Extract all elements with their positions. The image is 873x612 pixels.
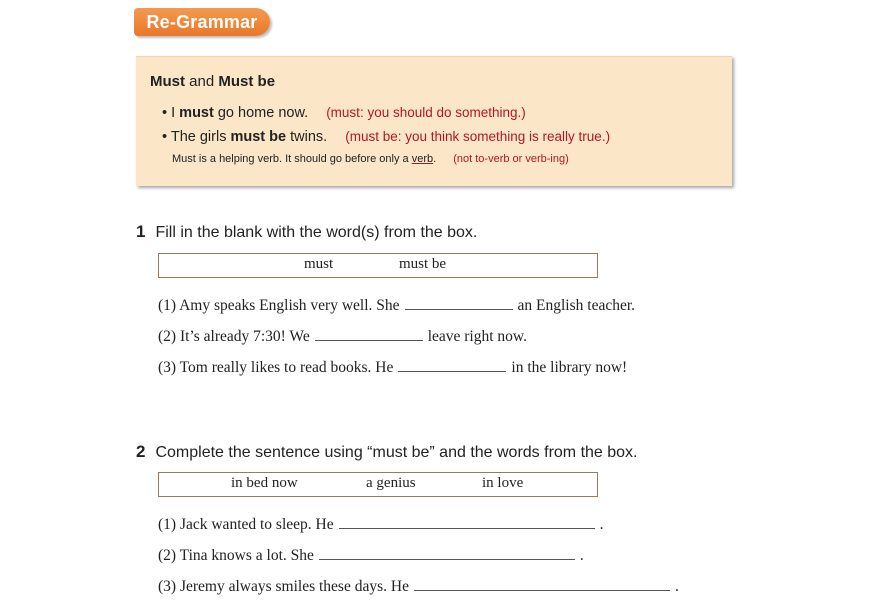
grammar-box <box>136 56 732 186</box>
grammar-example-2: • The girls must be twins. (must be: you think something is really true.) <box>162 129 611 145</box>
exercise-2-item-1: (1) Jack wanted to sleep. He . <box>158 516 604 533</box>
grammar-example-note: (must be: you think something is really true.) <box>345 129 611 144</box>
exercise-1-item-2: (2) It’s already 7:30! We leave right now. <box>158 328 527 345</box>
word-option: in bed now <box>231 475 298 491</box>
exercise-2-item-2: (2) Tina knows a lot. She . <box>158 547 584 564</box>
word-option: must <box>304 256 334 272</box>
grammar-rule-note: (not to-verb or verb-ing) <box>453 153 569 165</box>
answer-blank[interactable] <box>315 326 423 341</box>
section-badge: Re-Grammar <box>134 8 270 36</box>
answer-blank[interactable] <box>339 514 595 529</box>
exercise-1-item-1: (1) Amy speaks English very well. She an English teacher. <box>158 297 636 314</box>
exercise-2-heading: 2 Complete the sentence using “must be” and the words from the box. <box>136 442 638 461</box>
word-option: a genius <box>366 475 416 491</box>
answer-blank[interactable] <box>319 545 575 560</box>
grammar-title: Must and Must be <box>150 73 276 90</box>
exercise-1-item-3: (3) Tom really likes to read books. He in the library now! <box>158 359 628 376</box>
answer-blank[interactable] <box>414 576 670 591</box>
exercise-2-word-box <box>158 472 598 497</box>
exercise-2-item-3: (3) Jeremy always smiles these days. He . <box>158 578 679 595</box>
grammar-rule: Must is a helping verb. It should go before only a verb. (not to-verb or verb-ing) <box>172 153 569 165</box>
grammar-example-note: (must: you should do something.) <box>326 105 526 120</box>
grammar-example-1: • I must go home now. (must: you should do something.) <box>162 105 526 121</box>
answer-blank[interactable] <box>405 295 513 310</box>
word-option: must be <box>399 256 447 272</box>
answer-blank[interactable] <box>398 357 506 372</box>
exercise-1-word-box <box>158 253 598 278</box>
exercise-1-heading: 1 Fill in the blank with the word(s) from the box. <box>136 222 478 241</box>
word-option: in love <box>482 475 524 491</box>
